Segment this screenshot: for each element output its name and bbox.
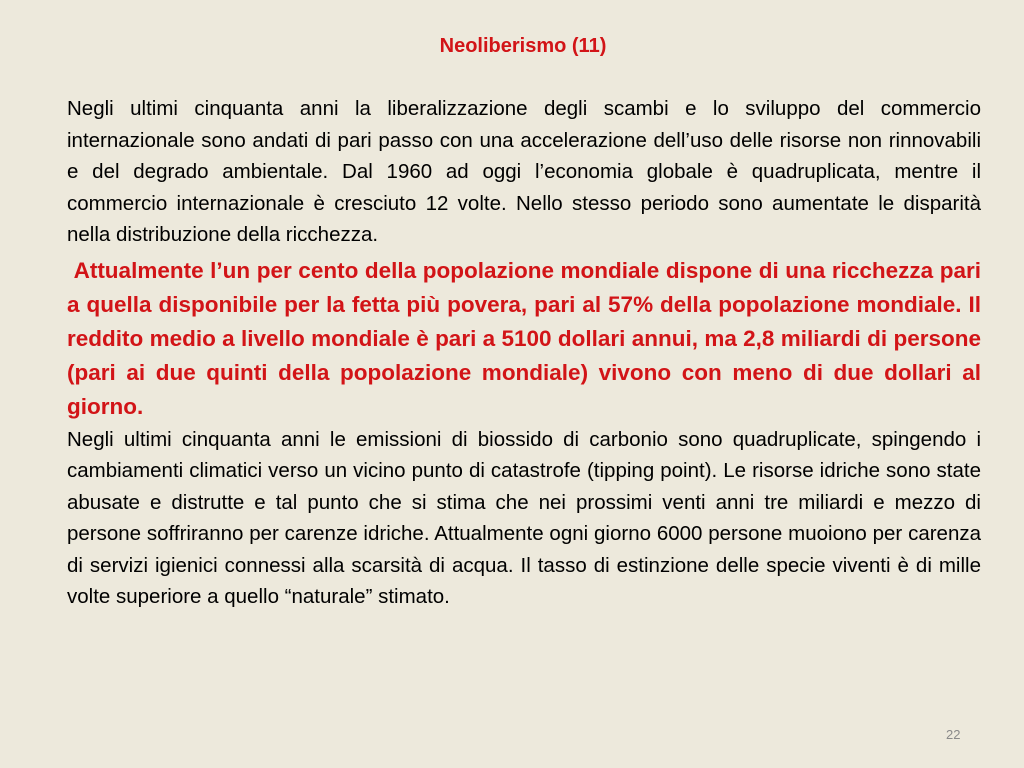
paragraph-highlight: Attualmente l’un per cento della popolazione mondiale dispone di una ricchezza pari a quella disponibile per la fetta più povera, pari al 57% della popolazione mondiale. Il reddito medio a livello mondiale è pari a 5100 dollari annui, ma 2,8 miliardi di persone (pari ai due quinti della popolazione mondiale) vivono con meno di due dollari al giorno. (67, 257, 988, 419)
paragraph-environment: Negli ultimi cinquanta anni le emissioni di biossido di carbonio sono quadruplicate, spingendo i cambiamenti climatici verso un vicino punto di catastrofe (tipping point). Le risorse idriche sono state abusate e distrutte e tal punto che si stima che nei prossimi venti anni tre miliardi e mezzo di persone soffriranno per carenze idriche. Attualmente ogni giorno 6000 persone muoiono per carenza di servizi igienici connessi alla scarsità di acqua. Il tasso di estinzione delle specie viventi è di mille volte superiore a quello “naturale” stimato. (67, 427, 981, 608)
page-number: 22 (946, 727, 961, 742)
slide-content (67, 93, 988, 613)
paragraph-intro: Negli ultimi cinquanta anni la liberalizzazione degli scambi e lo sviluppo del commercio internazionale sono andati di pari passo con una accelerazione dell’uso delle risorse non rinnovabili e del degrado ambientale. Dal 1960 ad oggi l’economia globale è quadruplicata, mentre il commercio internazionale è cresciuto 12 volte. Nello stesso periodo sono aumentate le disparità nella distribuzione della ricchezza. (67, 97, 981, 246)
slide-title: Neoliberismo (11) (439, 35, 607, 57)
